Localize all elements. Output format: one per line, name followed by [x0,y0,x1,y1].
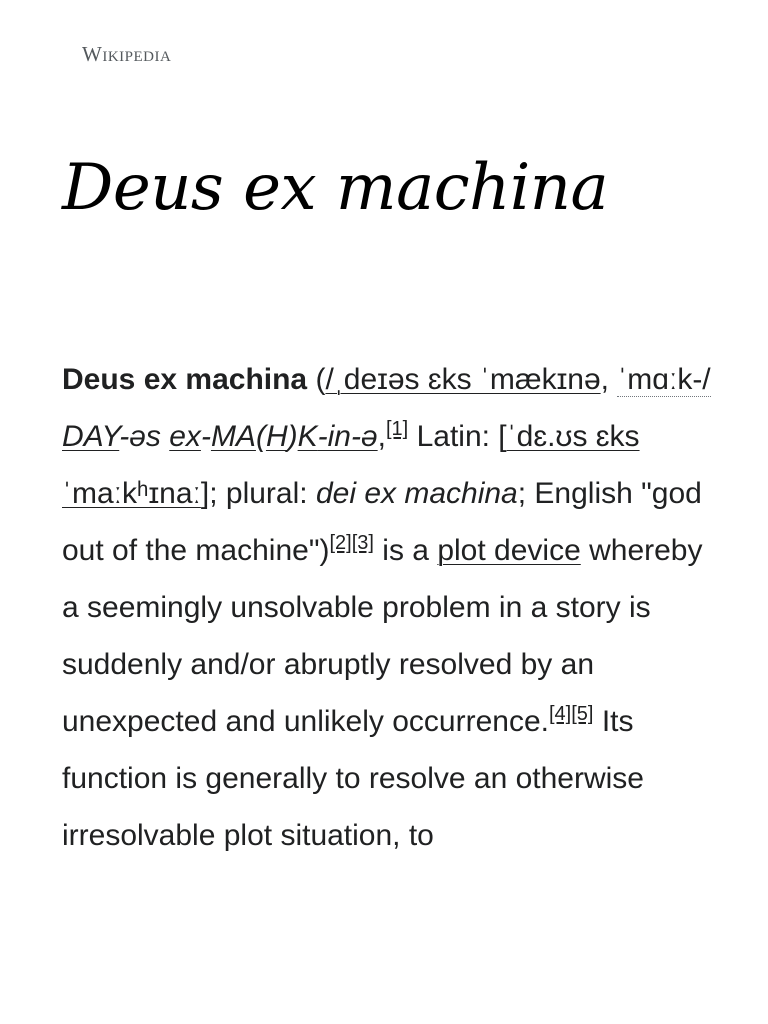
plot-device-link[interactable]: plot device [437,534,581,567]
reference-4[interactable] [549,703,571,725]
respell-link[interactable]: -in-ə [317,420,378,453]
plural-italic: dei ex machina [315,477,518,510]
respell-link[interactable]: H [265,420,288,453]
text: is a [373,534,438,567]
reference-5[interactable] [571,703,593,725]
text: ; English "god out of the machine") [62,477,702,567]
text: Its function is generally to resolve an otherwise irresolvable plot situation, to [62,705,644,852]
reference-link[interactable]: [3] [351,532,374,554]
wikipedia-logo[interactable]: Wikipedia [82,42,172,66]
reference-link[interactable]: [4] [548,703,572,725]
ipa-latin-link[interactable]: ˈdɛ.ʊs ɛks ˈmaːkʰɪnaː [62,420,640,510]
text: , [600,363,618,396]
text: , [377,420,386,453]
reference-2[interactable] [329,532,351,554]
lead-paragraph [62,351,722,864]
respell-link[interactable]: ex [169,420,201,453]
term-bold: Deus ex machina [62,363,308,396]
respell-text: - [200,420,211,453]
text: whereby a seemingly unsolvable problem in a story is suddenly and/or abruptly resolved by an unexpected and unlikely occurrence. [62,534,703,738]
respelling [62,420,378,453]
respell-text: ) [287,420,298,453]
respell-link[interactable]: K [297,420,318,453]
respell-text: -əs [119,420,170,453]
page-title: Deus ex machina [62,151,609,225]
ipa-english-link-2[interactable]: ˈmɑːk-/ [617,363,711,396]
ipa-english-link-1[interactable]: /ˌdeɪəs ɛks ˈmækɪnə [325,363,601,396]
text: ( [307,363,326,396]
text: Latin: [ [408,420,507,453]
respell-text: ( [255,420,266,453]
reference-link[interactable]: [5] [571,703,594,725]
reference-link[interactable]: [2] [329,532,352,554]
reference-link[interactable]: [1] [385,418,409,440]
respell-link[interactable]: MA [210,420,256,453]
reference-3[interactable] [352,532,374,554]
respell-link[interactable]: DAY [62,420,120,453]
text: ]; plural: [200,477,316,510]
reference-1[interactable] [386,418,408,440]
